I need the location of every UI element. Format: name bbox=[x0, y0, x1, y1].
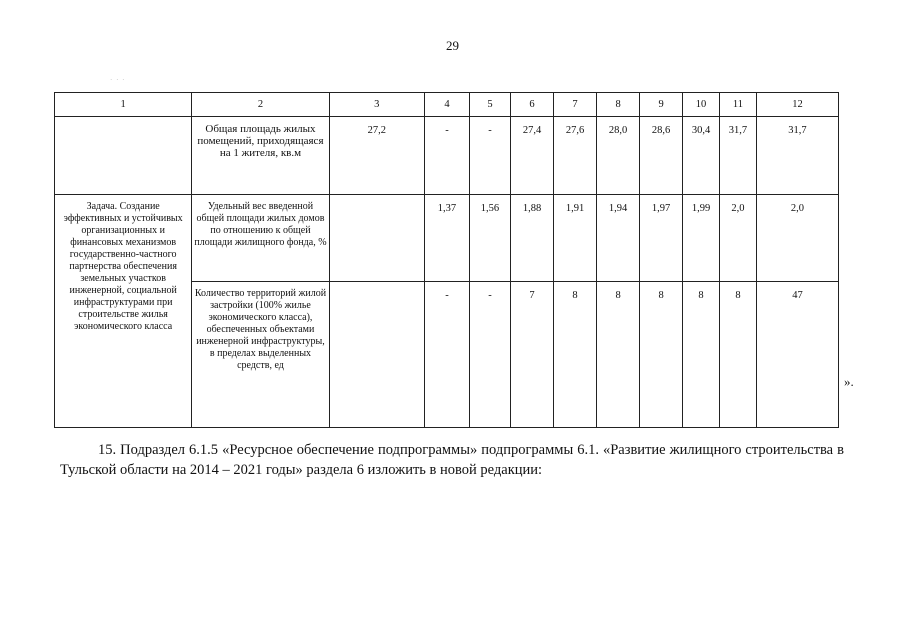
body-paragraph: 15. Подраздел 6.1.5 «Ресурсное обеспечение подпрограммы» подпрограммы 6.1. «Развитие жилищного строительства в Тульской области на 2014 – 2021 годы» раздела 6 изложить в новой редакции: bbox=[60, 442, 844, 478]
value-cell: 27,6 bbox=[554, 117, 597, 195]
value-cell: 1,88 bbox=[510, 195, 553, 282]
indicator-name: Удельный вес введенной общей площади жилых домов по отношению к общей площади жилищного фонда, % bbox=[192, 195, 329, 282]
header-cell: 10 bbox=[683, 93, 720, 117]
indicator-table bbox=[54, 92, 839, 428]
header-cell: 12 bbox=[756, 93, 838, 117]
value-cell: 28,0 bbox=[597, 117, 640, 195]
value-cell: 27,2 bbox=[329, 117, 424, 195]
header-cell: 4 bbox=[424, 93, 469, 117]
value-cell: 28,6 bbox=[640, 117, 683, 195]
value-cell: 8 bbox=[640, 282, 683, 428]
value-cell: - bbox=[470, 282, 511, 428]
header-cell: 1 bbox=[55, 93, 192, 117]
page-number: 29 bbox=[446, 38, 459, 53]
header-cell: 9 bbox=[640, 93, 683, 117]
value-cell bbox=[329, 282, 424, 428]
value-cell: - bbox=[424, 282, 469, 428]
header-cell: 5 bbox=[470, 93, 511, 117]
value-cell: 1,99 bbox=[683, 195, 720, 282]
value-cell bbox=[329, 195, 424, 282]
header-cell: 2 bbox=[192, 93, 329, 117]
value-cell: 7 bbox=[510, 282, 553, 428]
closing-quote: ». bbox=[844, 374, 854, 389]
header-cell: 3 bbox=[329, 93, 424, 117]
indicator-name: Количество территорий жилой застройки (100% жилье экономического класса), обеспеченных объектами инженерной инфраструктуры, в пределах выделенных средств, ед bbox=[192, 282, 329, 428]
header-row bbox=[55, 93, 839, 117]
value-cell: 31,7 bbox=[756, 117, 838, 195]
table-row bbox=[55, 195, 839, 282]
header-cell: 7 bbox=[554, 93, 597, 117]
value-cell: - bbox=[424, 117, 469, 195]
header-cell: 6 bbox=[510, 93, 553, 117]
value-cell: 2,0 bbox=[720, 195, 757, 282]
value-cell: 27,4 bbox=[510, 117, 553, 195]
table-row bbox=[55, 117, 839, 195]
value-cell: 1,37 bbox=[424, 195, 469, 282]
header-cell: 8 bbox=[597, 93, 640, 117]
task-description: Задача. Создание эффективных и устойчивых организационных и финансовых механизмов государственно-частного партнерства обеспечения земельных участков инженерной, социальной инфраструктурами при строительстве жилья экономического класса bbox=[55, 195, 192, 428]
value-cell: 1,94 bbox=[597, 195, 640, 282]
value-cell: 1,91 bbox=[554, 195, 597, 282]
value-cell: 8 bbox=[683, 282, 720, 428]
task-cell-empty bbox=[55, 117, 192, 195]
scan-artifact: · · · bbox=[110, 76, 126, 84]
value-cell: 8 bbox=[554, 282, 597, 428]
header-cell: 11 bbox=[720, 93, 757, 117]
value-cell: 31,7 bbox=[720, 117, 757, 195]
value-cell: 1,97 bbox=[640, 195, 683, 282]
value-cell: - bbox=[470, 117, 511, 195]
indicator-name: Общая площадь жилых помещений, приходящаяся на 1 жителя, кв.м bbox=[192, 117, 329, 195]
value-cell: 8 bbox=[597, 282, 640, 428]
value-cell: 8 bbox=[720, 282, 757, 428]
value-cell: 2,0 bbox=[756, 195, 838, 282]
value-cell: 1,56 bbox=[470, 195, 511, 282]
value-cell: 47 bbox=[756, 282, 838, 428]
value-cell: 30,4 bbox=[683, 117, 720, 195]
